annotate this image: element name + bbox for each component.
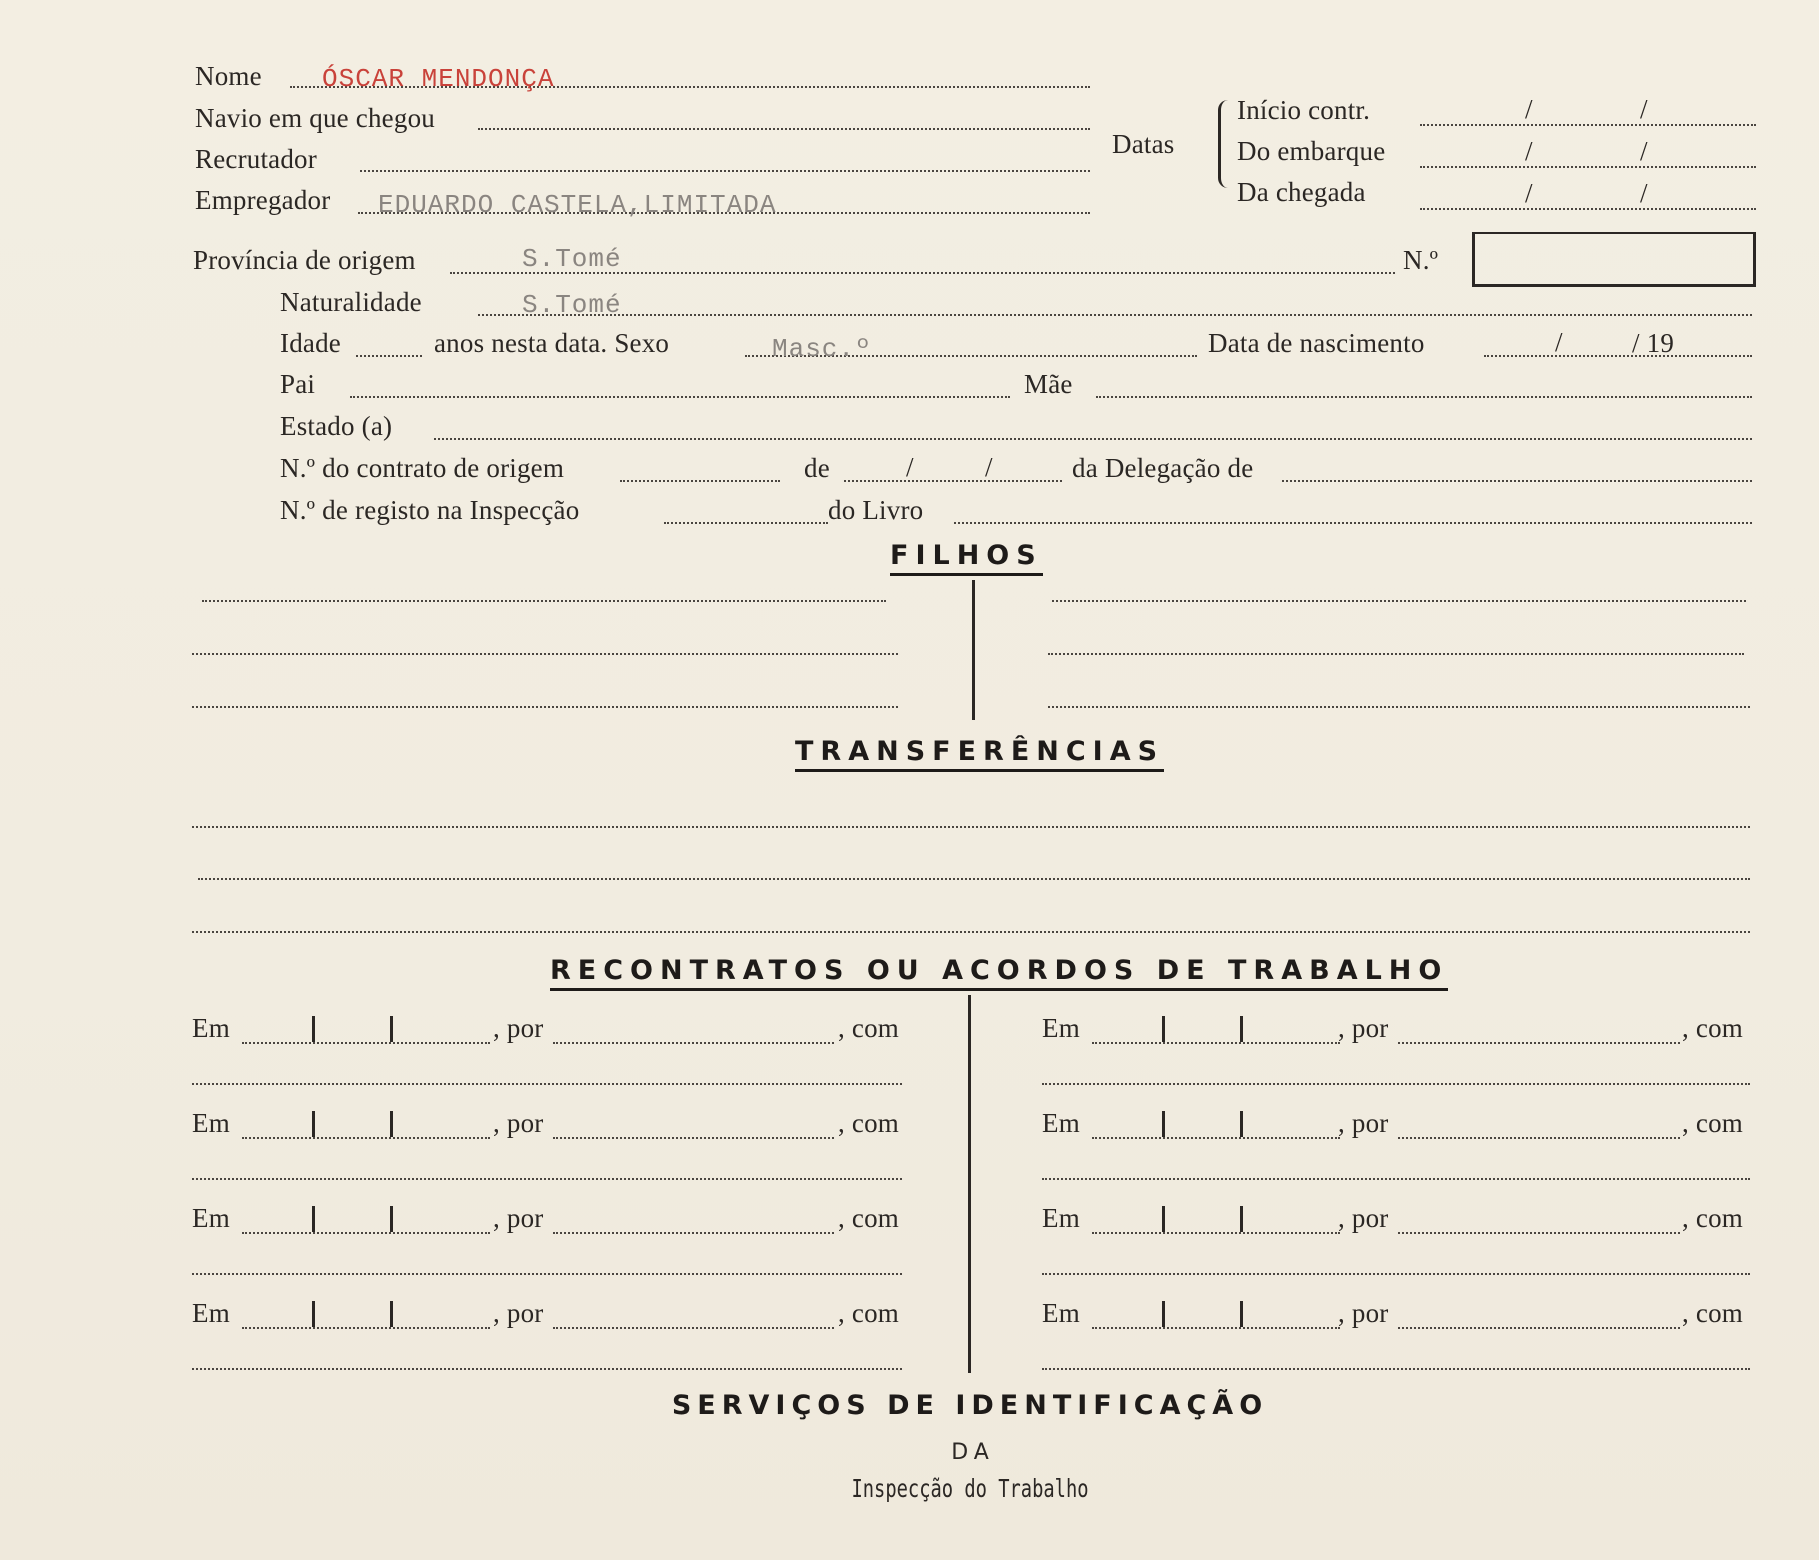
delegacao-field-line[interactable] <box>1282 480 1752 482</box>
naturalidade-label: Naturalidade <box>280 287 422 317</box>
recontrato-date-line-left-1[interactable] <box>242 1042 490 1044</box>
recontrato-com-line-right-4[interactable] <box>1042 1368 1750 1370</box>
transferencias-heading: TRANSFERÊNCIAS <box>795 736 1164 772</box>
recontrato-em-label-left-4: Em <box>192 1298 230 1328</box>
chegada-slash-2: / <box>1640 178 1648 208</box>
transferencias-line-2[interactable] <box>198 878 1750 880</box>
recontrato-com-line-right-1[interactable] <box>1042 1083 1750 1085</box>
datas-brace <box>1218 100 1231 188</box>
navio-label: Navio em que chegou <box>195 103 435 133</box>
recontrato-por-line-left-1[interactable] <box>553 1042 834 1044</box>
pai-field-line[interactable] <box>350 396 1010 398</box>
recontrato-em-label-right-2: Em <box>1042 1108 1080 1138</box>
recontrato-com-label-right-4: , com <box>1682 1298 1743 1328</box>
recontrato-date-sep-b-right-2 <box>1240 1111 1243 1137</box>
recontrato-em-label-left-1: Em <box>192 1013 230 1043</box>
registo-label: N.º de registo na Inspecção <box>280 495 580 525</box>
inicio-slash-1: / <box>1525 94 1533 124</box>
recontrato-date-sep-a-right-1 <box>1162 1016 1165 1042</box>
recontrato-com-label-left-1: , com <box>838 1013 899 1043</box>
embarque-field-line[interactable] <box>1420 166 1756 168</box>
recontrato-por-label-left-4: , por <box>493 1298 544 1328</box>
recontrato-por-label-right-4: , por <box>1338 1298 1389 1328</box>
inicio-slash-2: / <box>1640 94 1648 124</box>
recontrato-date-sep-b-left-1 <box>390 1016 393 1042</box>
recontrato-em-label-right-4: Em <box>1042 1298 1080 1328</box>
contrato-slash-1: / <box>906 452 914 482</box>
recontrato-date-sep-a-left-2 <box>312 1111 315 1137</box>
filhos-divider <box>972 580 975 720</box>
contrato-label: N.º do contrato de origem <box>280 453 565 483</box>
recontratos-heading: RECONTRATOS OU ACORDOS DE TRABALHO <box>550 955 1448 991</box>
footer-title: SERVIÇOS DE IDENTIFICAÇÃO <box>671 1390 1269 1421</box>
recontrato-com-label-right-3: , com <box>1682 1203 1743 1233</box>
empregador-label: Empregador <box>195 185 331 215</box>
contrato-field-line[interactable] <box>620 480 780 482</box>
contrato-slash-2: / <box>985 452 993 482</box>
recontrato-por-label-right-1: , por <box>1338 1013 1389 1043</box>
naturalidade-field-line[interactable] <box>478 314 1752 316</box>
recontrato-por-line-right-1[interactable] <box>1398 1042 1680 1044</box>
nascimento-label: Data de nascimento <box>1208 328 1425 358</box>
estado-label: Estado (a) <box>280 411 393 441</box>
nome-label: Nome <box>195 61 262 91</box>
idade-label: Idade <box>280 328 341 358</box>
embarque-slash-1: / <box>1525 136 1533 166</box>
recrutador-field-line[interactable] <box>360 170 1090 172</box>
estado-field-line[interactable] <box>434 438 1752 440</box>
recontrato-por-label-left-2: , por <box>493 1108 544 1138</box>
recontrato-date-line-left-2[interactable] <box>242 1137 490 1139</box>
recontrato-em-label-right-3: Em <box>1042 1203 1080 1233</box>
numero-box[interactable] <box>1472 232 1756 287</box>
recontratos-divider <box>968 995 971 1373</box>
recontrato-com-line-left-3[interactable] <box>192 1273 902 1275</box>
anos-sexo-label: anos nesta data. Sexo <box>434 328 670 358</box>
recontrato-date-line-left-4[interactable] <box>242 1327 490 1329</box>
livro-field-line[interactable] <box>954 522 1752 524</box>
filhos-line-right-3[interactable] <box>1048 706 1750 708</box>
recontrato-com-line-left-2[interactable] <box>192 1178 902 1180</box>
registo-field-line[interactable] <box>664 522 828 524</box>
recontrato-date-sep-a-right-4 <box>1162 1301 1165 1327</box>
recrutador-label: Recrutador <box>195 144 317 174</box>
recontrato-com-label-left-3: , com <box>838 1203 899 1233</box>
idade-field-line[interactable] <box>356 355 422 357</box>
recontrato-com-line-right-2[interactable] <box>1042 1178 1750 1180</box>
numero-label: N.º <box>1403 245 1439 275</box>
recontrato-por-line-right-4[interactable] <box>1398 1327 1680 1329</box>
recontrato-date-sep-a-right-2 <box>1162 1111 1165 1137</box>
chegada-slash-1: / <box>1525 178 1533 208</box>
recontrato-por-line-left-3[interactable] <box>553 1232 834 1234</box>
recontrato-date-sep-b-right-1 <box>1240 1016 1243 1042</box>
delegacao-label: da Delegação de <box>1072 453 1254 483</box>
pai-label: Pai <box>280 369 316 399</box>
recontrato-date-sep-b-right-4 <box>1240 1301 1243 1327</box>
empregador-value: EDUARDO CASTELA,LIMITADA <box>378 190 777 220</box>
recontrato-date-sep-a-left-1 <box>312 1016 315 1042</box>
filhos-line-left-3[interactable] <box>192 706 898 708</box>
recontrato-em-label-right-1: Em <box>1042 1013 1080 1043</box>
recontrato-date-sep-b-left-2 <box>390 1111 393 1137</box>
nome-value: ÓSCAR MENDONÇA <box>322 64 555 94</box>
transferencias-line-1[interactable] <box>192 826 1750 828</box>
provincia-value: S.Tomé <box>522 244 622 274</box>
footer-da: DA <box>951 1440 995 1465</box>
transferencias-line-3[interactable] <box>192 931 1750 933</box>
livro-label: do Livro <box>828 495 924 525</box>
nascimento-year: / 19 <box>1632 328 1675 358</box>
recontrato-com-line-left-4[interactable] <box>192 1368 902 1370</box>
embarque-label: Do embarque <box>1237 136 1386 166</box>
recontrato-por-label-left-1: , por <box>493 1013 544 1043</box>
contrato-date-line[interactable] <box>844 480 1062 482</box>
recontrato-em-label-left-3: Em <box>192 1203 230 1233</box>
recontrato-date-line-right-3[interactable] <box>1092 1232 1340 1234</box>
recontrato-com-label-right-2: , com <box>1682 1108 1743 1138</box>
recontrato-date-sep-b-left-4 <box>390 1301 393 1327</box>
nascimento-field-line[interactable] <box>1484 355 1752 357</box>
datas-label: Datas <box>1112 129 1175 159</box>
footer-subtitle: Inspecção do Trabalho <box>851 1474 1089 1503</box>
provincia-label: Província de origem <box>193 245 416 275</box>
recontrato-date-line-right-2[interactable] <box>1092 1137 1340 1139</box>
recontrato-por-label-left-3: , por <box>493 1203 544 1233</box>
recontrato-date-sep-a-left-4 <box>312 1301 315 1327</box>
recontrato-date-sep-a-left-3 <box>312 1206 315 1232</box>
recontrato-em-label-left-2: Em <box>192 1108 230 1138</box>
recontrato-date-line-right-1[interactable] <box>1092 1042 1340 1044</box>
recontrato-por-line-right-2[interactable] <box>1398 1137 1680 1139</box>
de-label: de <box>804 453 830 483</box>
recontrato-por-line-right-3[interactable] <box>1398 1232 1680 1234</box>
embarque-slash-2: / <box>1640 136 1648 166</box>
filhos-line-right-2[interactable] <box>1048 653 1744 655</box>
recontrato-por-line-left-4[interactable] <box>553 1327 834 1329</box>
naturalidade-value: S.Tomé <box>522 290 622 320</box>
chegada-field-line[interactable] <box>1420 208 1756 210</box>
inicio-field-line[interactable] <box>1420 124 1756 126</box>
recontrato-date-sep-a-right-3 <box>1162 1206 1165 1232</box>
filhos-line-left-2[interactable] <box>192 653 898 655</box>
filhos-line-left-1[interactable] <box>202 600 886 602</box>
recontrato-com-label-right-1: , com <box>1682 1013 1743 1043</box>
recontrato-date-line-left-3[interactable] <box>242 1232 490 1234</box>
navio-field-line[interactable] <box>478 128 1090 130</box>
mae-label: Mãe <box>1024 369 1073 399</box>
chegada-label: Da chegada <box>1237 177 1366 207</box>
recontrato-date-sep-b-right-3 <box>1240 1206 1243 1232</box>
recontrato-por-label-right-2: , por <box>1338 1108 1389 1138</box>
sexo-value: Masc.º <box>772 334 872 364</box>
recontrato-date-line-right-4[interactable] <box>1092 1327 1340 1329</box>
recontrato-com-line-left-1[interactable] <box>192 1083 902 1085</box>
inicio-label: Início contr. <box>1237 95 1371 125</box>
recontrato-com-label-left-4: , com <box>838 1298 899 1328</box>
recontrato-com-label-left-2: , com <box>838 1108 899 1138</box>
recontrato-por-label-right-3: , por <box>1338 1203 1389 1233</box>
recontrato-date-sep-b-left-3 <box>390 1206 393 1232</box>
nascimento-slash: / <box>1555 327 1563 357</box>
filhos-heading: FILHOS <box>890 540 1043 576</box>
mae-field-line[interactable] <box>1096 396 1752 398</box>
recontrato-com-line-right-3[interactable] <box>1042 1273 1750 1275</box>
filhos-line-right-1[interactable] <box>1052 600 1746 602</box>
recontrato-por-line-left-2[interactable] <box>553 1137 834 1139</box>
